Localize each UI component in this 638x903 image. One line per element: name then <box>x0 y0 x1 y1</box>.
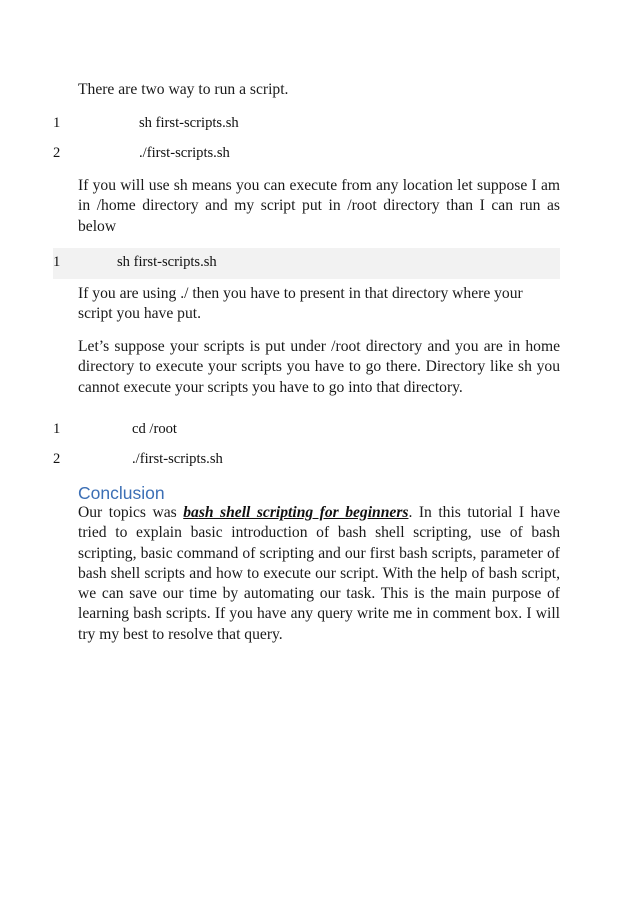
conclusion-text-rest: . In this tutorial I have tried to explain basic introduction of bash shell scripting, use of bash scripting, basic command of scripting and our first bash scripts, parameter of bash shell scripts and how to execute our script. With the help of bash script, we can save our time by automating our task. This is the main purpose of learning bash scripts. If you have any query write me in comment box. I will try my best to resolve that query. <box>78 504 560 643</box>
conclusion-paragraph <box>78 503 560 645</box>
code-line <box>53 141 560 165</box>
line-number: 2 <box>53 145 61 161</box>
code-text: sh first-scripts.sh <box>117 254 217 270</box>
code-line-shaded <box>53 248 560 279</box>
conclusion-heading: Conclusion <box>78 483 165 503</box>
code-text: ./first-scripts.sh <box>139 145 230 161</box>
line-number: 1 <box>53 115 61 131</box>
code-text: cd /root <box>132 421 177 437</box>
line-number: 1 <box>53 421 61 437</box>
code-line <box>53 417 560 441</box>
line-number: 1 <box>53 254 61 270</box>
line-number: 2 <box>53 451 61 467</box>
bash-shell-scripting-link[interactable]: bash shell scripting for beginners <box>183 504 409 521</box>
conclusion-text-start: Our topics was <box>78 504 184 521</box>
suppose-paragraph: Let’s suppose your scripts is put under /root directory and you are in home directory to execute your scripts you have to go there. Directory like sh you cannot execute your scripts you have to go into that directory. <box>78 338 560 396</box>
code-text: ./first-scripts.sh <box>132 451 223 467</box>
code-line <box>53 111 560 135</box>
dot-slash-paragraph: If you are using ./ then you have to present in that directory where your script you have put. <box>78 285 523 323</box>
code-text: sh first-scripts.sh <box>139 115 239 131</box>
intro-text: There are two way to run a script. <box>78 81 289 98</box>
code-line <box>53 447 560 471</box>
sh-explanation-paragraph: If you will use sh means you can execute from any location let suppose I am in /home directory and my script put in /root directory than I can run as below <box>78 177 560 235</box>
